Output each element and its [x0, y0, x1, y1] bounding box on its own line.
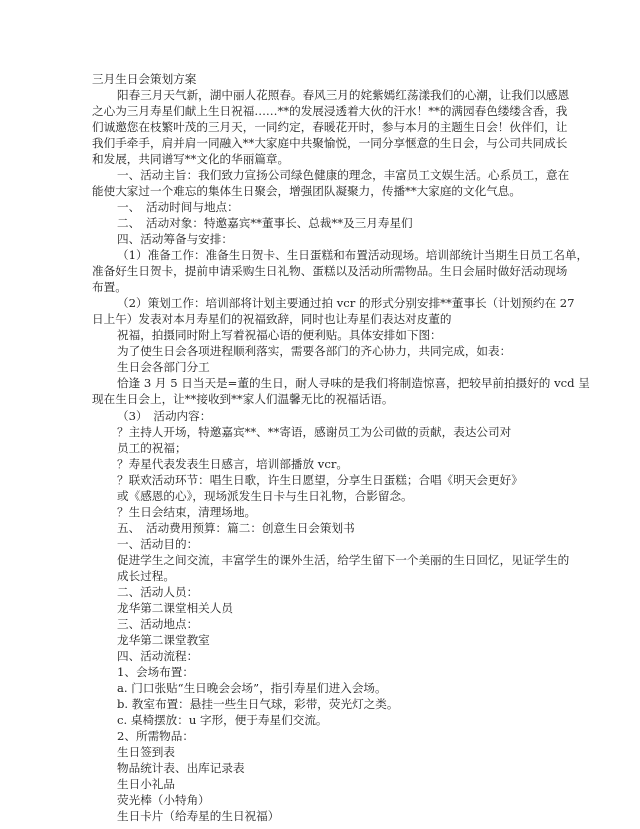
doc-list-item: 生日小礼品 [117, 777, 175, 791]
doc-heading: （3） 活动内容： [117, 408, 212, 423]
doc-line: 龙华第二课堂教室 [117, 632, 210, 647]
doc-list-item: ？寿星代表发表生日感言，培训部播放 vcr。 [117, 456, 348, 471]
doc-line: 祝福，拍摄同时附上写着祝福心语的便利贴。具体安排如下图： [117, 328, 442, 343]
doc-line: 1、会场布置： [117, 664, 194, 679]
doc-list-item: c. 桌椅摆放：u 字形，便于寿星们交流。 [117, 712, 328, 727]
doc-line: 阳春三月天气新，湖中丽人花照春。春风三月的姹紫嫣红荡漾我们的心潮，让我们以感恩 [117, 88, 570, 102]
doc-line: 生日会各部门分工 [117, 360, 210, 375]
doc-line: 日上午）发表对本月寿星们的祝福致辞，同时也让寿星们表达对皮董的 [92, 312, 452, 327]
doc-list-item: a. 门口张贴“生日晚会会场”，指引寿星们进入会场。 [117, 680, 387, 695]
doc-line: （1）准备工作：准备生日贺卡、生日蛋糕和布置活动现场。培训部统计当期生日员工名单， [117, 248, 589, 263]
doc-list-item: 生日卡片（给寿星的生日祝福） [117, 809, 280, 823]
doc-heading: 三、活动地点： [117, 616, 199, 631]
doc-line: 和发展，共同谱写**文化的华丽篇章。 [92, 152, 290, 167]
doc-line: 成长过程。 [117, 568, 175, 583]
doc-line: 布置。 [92, 280, 127, 295]
doc-heading: 四、活动筹备与安排： [117, 232, 233, 247]
doc-line: 现在生日会上，让**接收到**家人们温馨无比的祝福话语。 [92, 392, 394, 407]
doc-line: 准备好生日贺卡，提前申请采购生日礼物、蛋糕以及活动所需物品。生日会届时做好活动现场 [92, 264, 568, 279]
doc-line: 一、活动主旨：我们致力宣扬公司绿色健康的理念，丰富员工文娱生活。心系员工，意在 [117, 168, 570, 183]
doc-list-item: b. 教室布置：悬挂一些生日气球，彩带，荧光灯之类。 [117, 696, 399, 711]
doc-heading: 二、活动人员： [117, 584, 199, 599]
doc-list-item: 或《感恩的心》，现场派发生日卡与生日礼物，合影留念。 [117, 488, 413, 503]
doc-line: 能使大家过一个难忘的集体生日聚会，增强团队凝聚力，传播**大家庭的文化气息。 [92, 184, 521, 199]
doc-line: 促进学生之间交流，丰富学生的课外生活，给学生留下一个美丽的生日回忆，见证学生的 [117, 552, 570, 567]
doc-list-item: ？生日会结束，清理场地。 [117, 504, 257, 519]
doc-list-item: ？联欢活动环节：唱生日歌，许生日愿望，分享生日蛋糕；合唱《明天会更好》 [117, 472, 523, 487]
doc-line: （2）策划工作：培训部将计划主要通过拍 vcr 的形式分别安排**董事长（计划预约在 27 [117, 296, 575, 311]
doc-heading: 五、 活动费用预算：篇二：创意生日会策划书 [117, 520, 355, 535]
doc-line: 为了使生日会各项进程顺利落实，需要各部门的齐心协力，共同完成，如表： [117, 344, 512, 359]
doc-list-item: ？主持人开场，特邀嘉宾**、**寄语，感谢员工为公司做的贡献，表达公司对 [117, 424, 512, 439]
doc-line: 们诚邀您在枝繁叶茂的三月天，一同约定，春暖花开时，参与本月的主题生日会！伙伴们，让 [92, 120, 568, 135]
doc-heading: 二、 活动对象：特邀嘉宾**董事长、总裁**及三月寿星们 [117, 216, 413, 231]
doc-list-item: 荧光棒（小特角） [117, 793, 210, 807]
doc-heading: 四、活动流程： [117, 648, 199, 663]
doc-line: 我们手牵手，肩并肩一同融入**大家庭中共聚愉悦，一同分享惬意的生日会，与公司共同成长 [92, 136, 568, 151]
doc-list-item: 员工的祝福； [117, 440, 187, 455]
doc-line: 龙华第二课堂相关人员 [117, 600, 233, 615]
doc-line: 恰逢 3 月 5 日当天是=董的生日，耐人寻味的是我们将制造惊喜，把较早前拍摄好的 vcd 呈 [117, 376, 590, 391]
doc-heading: 一、 活动时间与地点： [117, 200, 239, 215]
doc-list-item: 生日签到表 [117, 744, 175, 759]
doc-title: 三月生日会策划方案 [92, 72, 197, 86]
doc-line: 2、所需物品： [117, 728, 194, 743]
doc-line: 之心为三月寿星们献上生日祝福……**的发展浸透着大伙的汗水！**的满园春色缕缕含香，我 [92, 104, 568, 118]
doc-heading: 一、活动目的： [117, 536, 199, 551]
doc-list-item: 物品统计表、出库记录表 [117, 760, 245, 775]
